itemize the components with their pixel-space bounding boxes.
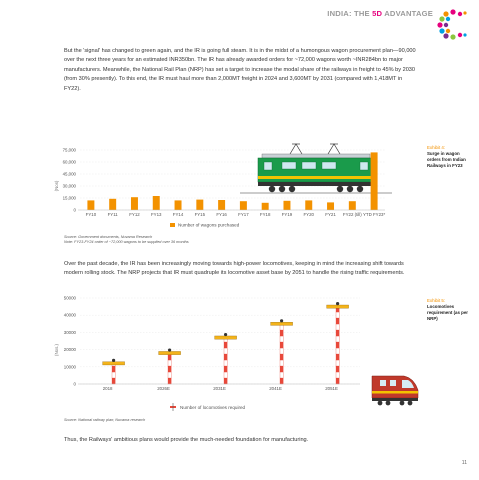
exhibit-4-number: Exhibit 4: [427,145,446,150]
locomotive-paragraph: Over the past decade, the IR has been increasingly moving towards high-power locomotives, keeping in mind the increasing shift towards modern rolling stock. The NRP projects that IR must quadruple its locomotive asset base by 2051 to handle the rising traffic requirements. [64,261,405,277]
chart2-y-tick-label: 10000 [63,364,76,370]
chart2-x-tick-label: 2041E [269,386,282,391]
header-title-accent: 5D [372,9,383,18]
chart2-signal-bar [215,333,237,384]
header-title-suffix: ADVANTAGE [382,9,433,18]
exhibit-5-title: Locomotives requirement (as per NRP) [427,304,468,321]
header-title [327,9,433,18]
chart1-bar [175,200,182,210]
chart2-x-tick-label: 2018 [102,386,113,391]
chart1-x-tick-label: FY21 [325,212,336,217]
chart1-source [64,235,189,245]
dotted-c-logo-icon [437,8,469,40]
chart1-x-tick-label: FY11 [107,212,118,217]
chart1-y-tick-label: 30,000 [62,183,76,189]
chart2-legend-swatch [170,403,176,411]
chart1-x-tick-label: FY18 [259,212,271,217]
chart1-y-tick-label: 60,000 [62,159,76,165]
chart2-y-ticks [64,296,77,387]
intro-paragraph: But the 'signal' has changed to green again, and the IR is going full steam. It is in the midst of a humongous wagon procurement plan—90,000 over the next three years for an estimated INR350bn. The IR has already awarded orders for ~72,000 wagons worth ~INR284bn to major manufacturers. Meanwhile, the National Rail Plan (NRP) has set a target to increase the modal share of the railways in freight to 45% by 2030 (from 30% presently). To this end, the IR must haul more than 2,000MT freight in 2024 and 3,600MT by 2031 (compared with 1,418MT in FY22). [64,48,416,92]
exhibit-5-number: Exhibit 5: [427,298,446,303]
chart1-x-tick-label: YTD FY23* [362,212,386,217]
chart2-x-ticks [103,386,338,391]
chart2-gridlines [80,298,360,384]
closing-paragraph: Thus, the Railways' ambitious plans would provide the much-needed foundation for manufacturing. [64,437,309,443]
chart1-y-tick-label: 0 [73,207,76,213]
chart2-y-tick-label: 40000 [63,312,76,318]
chart2-legend-label: Number of locomotives required [180,405,246,410]
chart1-bar [240,201,247,210]
chart2-source: Source: National railway plan; Nuvama research [64,418,146,422]
chart1-x-tick-label: FY13 [151,212,162,217]
chart1-legend-label: Number of wagons purchased [178,222,240,228]
chart1-x-tick-label: FY16 [216,212,227,217]
chart1-y-axis-label: (Nos) [54,180,59,192]
chart1-bar [262,203,269,210]
chart1-bar [196,200,203,210]
chart1-bar [283,201,290,210]
chart1-bar [305,200,312,210]
chart1-legend-swatch [170,223,175,227]
chart1-x-tick-label: FY14 [172,212,184,217]
locomotive-requirement-chart [0,292,479,417]
chart2-signal-bar [327,302,349,384]
header-title-prefix: INDIA: THE [327,9,373,18]
chart1-bar [218,200,225,210]
chart1-x-tick-label: FY20 [303,212,314,217]
chart2-y-tick-label: 0 [73,381,76,387]
chart2-x-tick-label: 2026E [157,386,170,391]
chart1-bar [131,197,138,210]
locomotive-illustration [372,376,418,405]
chart1-y-ticks [63,148,77,213]
wagon-purchase-chart [0,140,479,230]
chart1-x-tick-label: FY17 [238,212,249,217]
chart2-y-axis-label: (Nos.) [54,344,59,356]
chart1-y-tick-label: 45,000 [62,171,76,177]
exhibit-4-title: Surge in wagon orders from Indian Railways in FY23 [427,151,466,168]
chart1-bar [327,202,334,210]
chart1-x-tick-label: FY22 (till) [342,212,362,217]
chart2-y-tick-label: 20000 [63,347,76,353]
chart2-x-tick-label: 2031E [213,386,226,391]
chart2-x-tick-label: 2051E [325,386,338,391]
chart1-x-tick-label: FY10 [85,212,97,217]
chart1-bar [87,200,94,210]
chart1-bar [349,201,356,210]
chart1-note-line: Note: FY23-FY24 order of ~72,000 wagons to be supplied over 36 months [64,240,189,244]
chart1-x-ticks [86,212,386,217]
chart1-x-tick-label: FY15 [194,212,206,217]
chart2-signal-bar [271,319,293,384]
chart1-x-tick-label: FY12 [129,212,140,217]
chart1-source-line: Source: Government documents, Nuvama Research [64,235,153,239]
chart1-bar [371,152,378,210]
chart1-y-tick-label: 15,000 [62,195,76,201]
page-number: 11 [461,460,467,466]
chart2-signal-bar [103,359,125,384]
chart1-x-tick-label: FY19 [281,212,293,217]
train-illustration [240,144,392,193]
chart2-y-tick-label: 50000 [63,295,76,301]
chart1-bar [109,199,116,210]
chart1-y-tick-label: 75,000 [62,147,76,153]
page-header [0,0,479,44]
chart2-y-tick-label: 30000 [63,329,76,335]
chart1-bar [153,196,160,210]
chart2-signal-bar [159,348,181,384]
chart2-signal-bars [103,302,349,384]
